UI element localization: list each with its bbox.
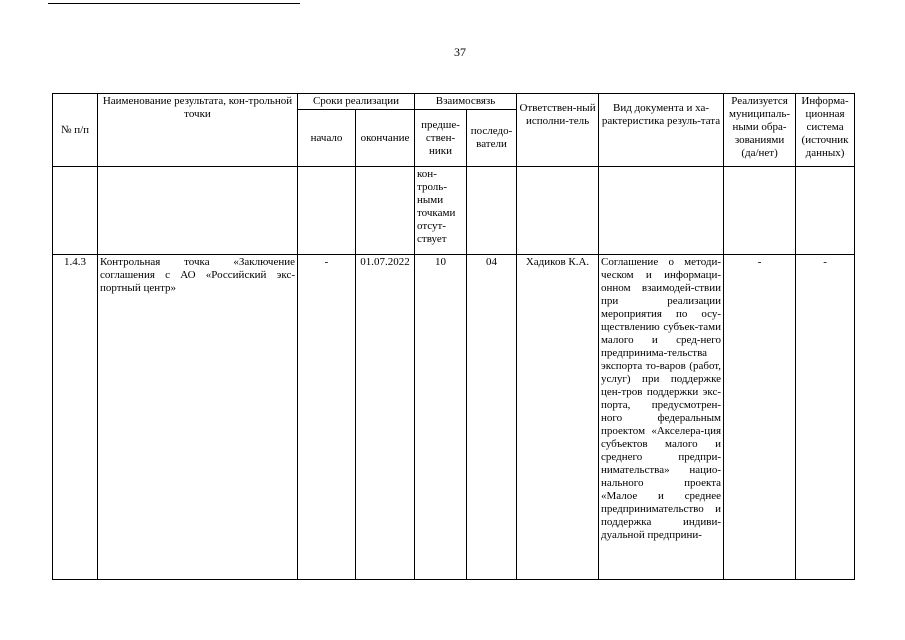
header-end: окончание — [356, 110, 415, 167]
header-predecessors: предше-ствен-ники — [415, 110, 467, 167]
row-start: - — [298, 255, 356, 580]
row-doc-type: Соглашение о методи-ческом и информаци-онном взаимодей-ствии при реализации мероприятия по осу-ществлению субъек-тами малого и сред-него предпринима-тельства экспорта то-варов (работ, услуг) при поддержке цен-тров поддержки экс-порта, предусмотрен-ного федеральным проектом «Акселера-ция субъектов малого и среднего предпри-нимательства» нацио-нального проекта «Малое и среднее предпринимательство и поддержка индиви-дуальной предприни- — [599, 255, 724, 580]
header-terms: Сроки реализации — [298, 94, 415, 110]
header-row-1 — [53, 94, 855, 110]
page-number: 37 — [454, 45, 466, 59]
row-predecessors: 10 — [415, 255, 467, 580]
table-row — [53, 255, 855, 580]
header-start: начало — [298, 110, 356, 167]
row-info-system: - — [796, 255, 855, 580]
header-relation: Взаимосвязь — [415, 94, 517, 110]
row-num: 1.4.3 — [53, 255, 98, 580]
continuation-predecessors: кон-троль-ными точками отсут-ствует — [415, 167, 467, 255]
header-name: Наименование результата, кон-трольной точки — [98, 94, 298, 167]
header-successors: последо-ватели — [467, 110, 517, 167]
row-municipal: - — [724, 255, 796, 580]
header-doc-type: Вид документа и ха-рактеристика резуль-тата — [599, 94, 724, 167]
row-name: Контрольная точка «Заключение соглашения с АО «Российский экс-портный центр» — [98, 255, 298, 580]
row-successors: 04 — [467, 255, 517, 580]
continuation-row — [53, 167, 855, 255]
header-municipal: Реализуется муниципаль-ными обра-зованиями (да/нет) — [724, 94, 796, 167]
header-info-system: Информа-ционная система (источник данных) — [796, 94, 855, 167]
header-responsible: Ответствен-ный исполни-тель — [517, 94, 599, 167]
header-num: № п/п — [53, 94, 98, 167]
header-rule — [48, 3, 300, 4]
row-responsible: Хадиков К.А. — [517, 255, 599, 580]
control-points-table — [52, 93, 855, 580]
row-end: 01.07.2022 — [356, 255, 415, 580]
